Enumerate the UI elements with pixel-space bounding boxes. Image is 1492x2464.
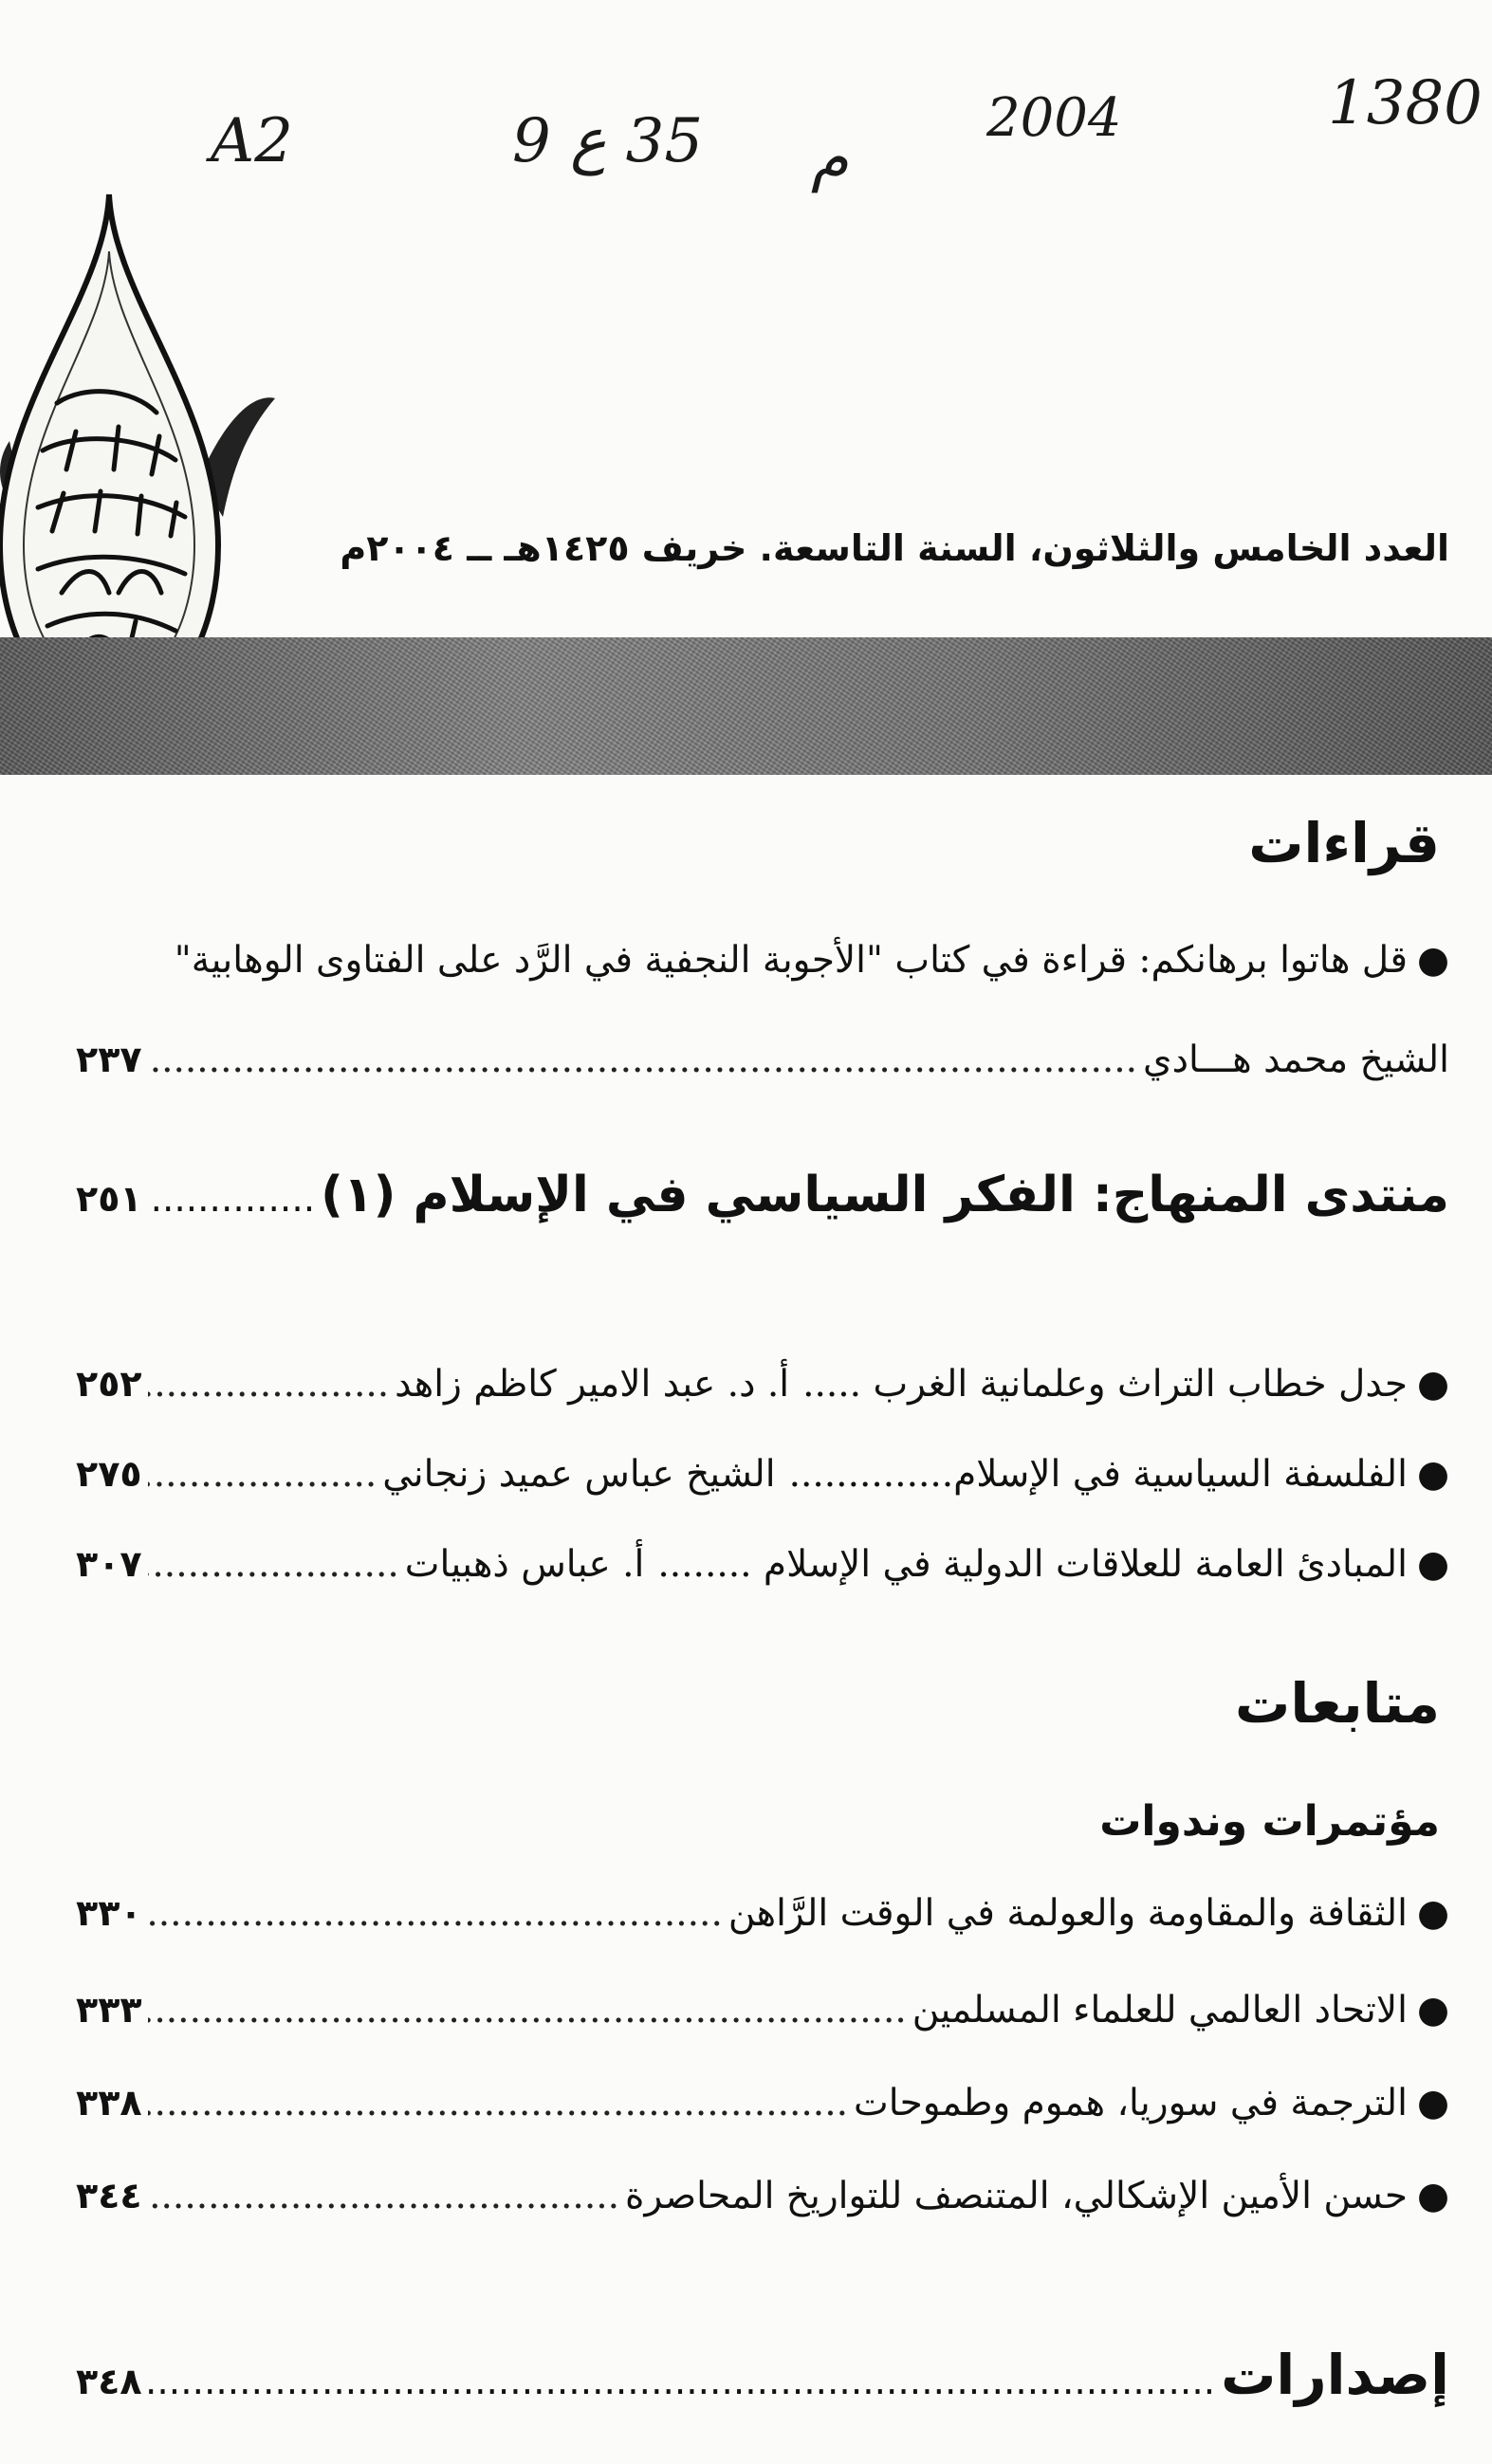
leader-dots (148, 1039, 1137, 1081)
leader-dots (148, 1892, 723, 1935)
bullet-icon: ● (1416, 939, 1449, 982)
readings-item-author-row (76, 1039, 1449, 1081)
leader-dots (148, 1363, 390, 1406)
forum-entry-author: أ. عباس ذهبيات (404, 1543, 645, 1586)
forum-heading-row (76, 1167, 1449, 1223)
handwritten-code: A2 (211, 106, 293, 176)
page-number: ٣٠٧ (76, 1543, 142, 1585)
section-heading-followups: متابعات (1235, 1671, 1440, 1736)
followup-item-title: حسن الأمين الإشكالي، المتنصف للتواريخ المحاصرة (625, 2175, 1408, 2217)
page-number: ٣٣٠ (76, 1892, 142, 1934)
bullet-icon: ● (1416, 2175, 1449, 2217)
page-number: ٢٣٧ (76, 1039, 142, 1080)
issue-line: العدد الخامس والثلاثون، السنة التاسعة. خريف ١٤٢٥هـ ــ ٢٠٠٤م (340, 527, 1449, 569)
handwritten-year: 2004 (986, 87, 1122, 149)
readings-item-title: ●قل هاتوا برهانكم: قراءة في كتاب "الأجوبة النجفية في الرَّد على الفتاوى الوهابية" (174, 939, 1449, 982)
followup-item (76, 1989, 1449, 2032)
publications-row (76, 2343, 1449, 2407)
page-number: ٣٤٨ (76, 2361, 142, 2402)
leader-dots (148, 2082, 848, 2124)
followup-item (76, 1892, 1449, 1935)
leader-dots (148, 1178, 316, 1221)
forum-entry (76, 1453, 1449, 1496)
subsection-heading-conferences: مؤتمرات وندوات (1099, 1797, 1440, 1846)
leader-dots (148, 2361, 1216, 2403)
leader-dots (148, 2175, 619, 2217)
bullet-icon: ● (1416, 1892, 1449, 1935)
followup-item-title: الثقافة والمقاومة والعولمة في الوقت الرَّاهن (728, 1892, 1408, 1935)
forum-entry-title: جدل خطاب التراث وعلمانية الغرب ..... (802, 1363, 1408, 1406)
readings-item-author: الشيخ محمد هـــادي (1143, 1039, 1449, 1081)
handwritten-issue-ref: 35 ع 9 (512, 106, 704, 176)
header-band (0, 637, 1492, 775)
handwritten-mark: م (811, 123, 849, 193)
leader-dots (148, 1989, 907, 2032)
forum-entry-title: الفلسفة السياسية في الإسلام.............. (788, 1453, 1408, 1496)
bullet-icon: ● (1416, 1543, 1449, 1586)
forum-entry-author: الشيخ عباس عميد زنجاني (382, 1453, 776, 1496)
page-number: ٣٣٨ (76, 2082, 142, 2124)
section-heading-publications: إصدارات (1221, 2343, 1449, 2407)
page-number: ٣٤٤ (76, 2175, 142, 2216)
page-number: ٣٣٣ (76, 1989, 142, 2031)
followup-item (76, 2175, 1449, 2217)
bullet-icon: ● (1416, 1989, 1449, 2032)
forum-entry-title: المبادئ العامة للعلاقات الدولية في الإسلام ........ (657, 1543, 1408, 1586)
leader-dots (148, 1543, 399, 1586)
page-number: ٢٥١ (76, 1178, 142, 1220)
handwritten-serial: 1380 (1328, 68, 1483, 138)
followup-item (76, 2082, 1449, 2124)
followup-item-title: الاتحاد العالمي للعلماء المسلمين (912, 1989, 1408, 2032)
leader-dots (148, 1453, 378, 1496)
bullet-icon: ● (1416, 1363, 1449, 1406)
forum-entry-author: أ. د. عبد الامير كاظم زاهد (395, 1363, 790, 1406)
followup-item-title: الترجمة في سوريا، هموم وطموحات (853, 2082, 1408, 2124)
forum-entry (76, 1363, 1449, 1406)
section-heading-readings: قراءات (1248, 811, 1440, 875)
page-number: ٢٧٥ (76, 1453, 142, 1495)
bullet-icon: ● (1416, 2082, 1449, 2124)
bullet-icon: ● (1416, 1453, 1449, 1496)
page-number: ٢٥٢ (76, 1363, 142, 1405)
forum-title: منتدى المنهاج: الفكر السياسي في الإسلام (١) (321, 1167, 1449, 1223)
forum-entry (76, 1543, 1449, 1586)
